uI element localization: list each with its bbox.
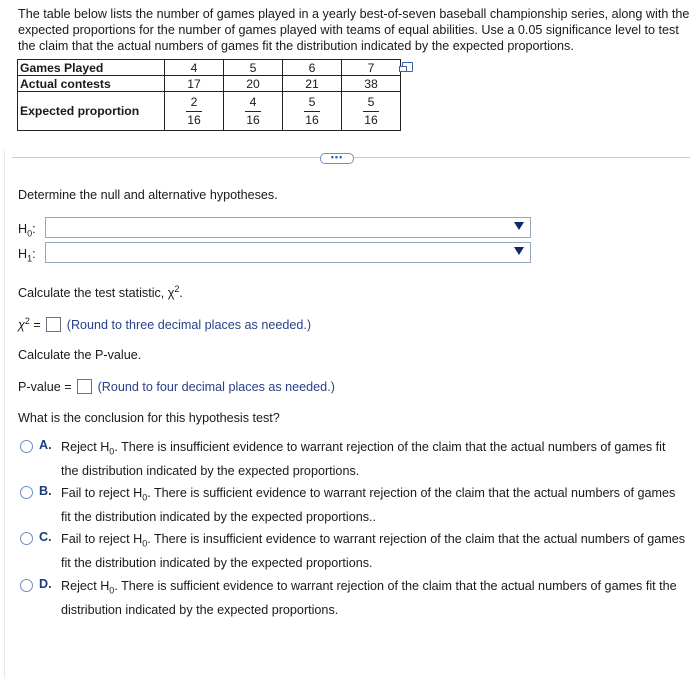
numerator: 5 <box>308 94 316 109</box>
problem-statement: The table below lists the number of games played in a yearly best-of-seven baseball championship series, along with the expected proportions for the number of games played with teams of equal abilities. Use a 0.05 significance level to test the claim that the actual numbers of games fit the distribution indicated by the expected proportions. <box>18 7 690 53</box>
fraction <box>186 94 202 129</box>
chi-square-row: $\chi^2$ = (Round to three decimal places as needed.) <box>18 316 312 333</box>
table-cell: 17 <box>165 76 224 92</box>
table-cell: 4 <box>165 60 224 76</box>
pvalue-input[interactable] <box>77 379 92 394</box>
table-cell <box>224 92 283 131</box>
h1-label: $H_1$: <box>18 247 36 264</box>
table-cell <box>165 92 224 131</box>
hypothesis-prompt: Determine the null and alternative hypotheses. <box>18 188 278 202</box>
h1-dropdown[interactable] <box>45 242 531 263</box>
more-button[interactable]: ••• <box>320 153 354 164</box>
numerator: 4 <box>249 94 257 109</box>
pvalue-row: P-value = (Round to four decimal places as needed.) <box>18 380 335 394</box>
left-border-line <box>4 150 5 678</box>
radio-button[interactable] <box>20 579 33 592</box>
dropdown-arrow-icon <box>514 222 524 230</box>
table-row <box>18 76 401 92</box>
chi-square-input[interactable] <box>46 317 61 332</box>
table-cell: 6 <box>283 60 342 76</box>
denominator: 16 <box>364 112 378 127</box>
table-cell: 20 <box>224 76 283 92</box>
radio-button[interactable] <box>20 532 33 545</box>
fraction <box>363 94 379 129</box>
data-table <box>17 59 401 131</box>
pvalue-prompt: Calculate the P-value. <box>18 348 142 362</box>
table-row <box>18 60 401 76</box>
table-cell: 38 <box>342 76 401 92</box>
pvalue-hint: (Round to four decimal places as needed.) <box>97 380 335 394</box>
table-cell <box>342 92 401 131</box>
numerator: 5 <box>367 94 375 109</box>
denominator: 16 <box>246 112 260 127</box>
row-label: Actual contests <box>18 76 165 92</box>
radio-button[interactable] <box>20 486 33 499</box>
row-label: Expected proportion <box>18 92 165 131</box>
chi-hint: (Round to three decimal places as needed.) <box>66 318 312 333</box>
h0-label: $H_0$: <box>18 222 36 239</box>
table-cell: 21 <box>283 76 342 92</box>
denominator: 16 <box>187 112 201 127</box>
table-cell <box>283 92 342 131</box>
radio-button[interactable] <box>20 440 33 453</box>
fraction <box>304 94 320 129</box>
numerator: 2 <box>190 94 198 109</box>
fraction <box>245 94 261 129</box>
h0-dropdown[interactable] <box>45 217 531 238</box>
denominator: 16 <box>305 112 319 127</box>
conclusion-prompt: What is the conclusion for this hypothesis test? <box>18 411 280 425</box>
table-cell: 7 <box>342 60 401 76</box>
row-label: Games Played <box>18 60 165 76</box>
dropdown-arrow-icon <box>514 247 524 255</box>
table-cell: 5 <box>224 60 283 76</box>
test-statistic-prompt: Calculate the test statistic, $\chi^2$. <box>18 284 183 301</box>
table-row <box>18 92 401 131</box>
copy-icon[interactable] <box>402 62 413 72</box>
